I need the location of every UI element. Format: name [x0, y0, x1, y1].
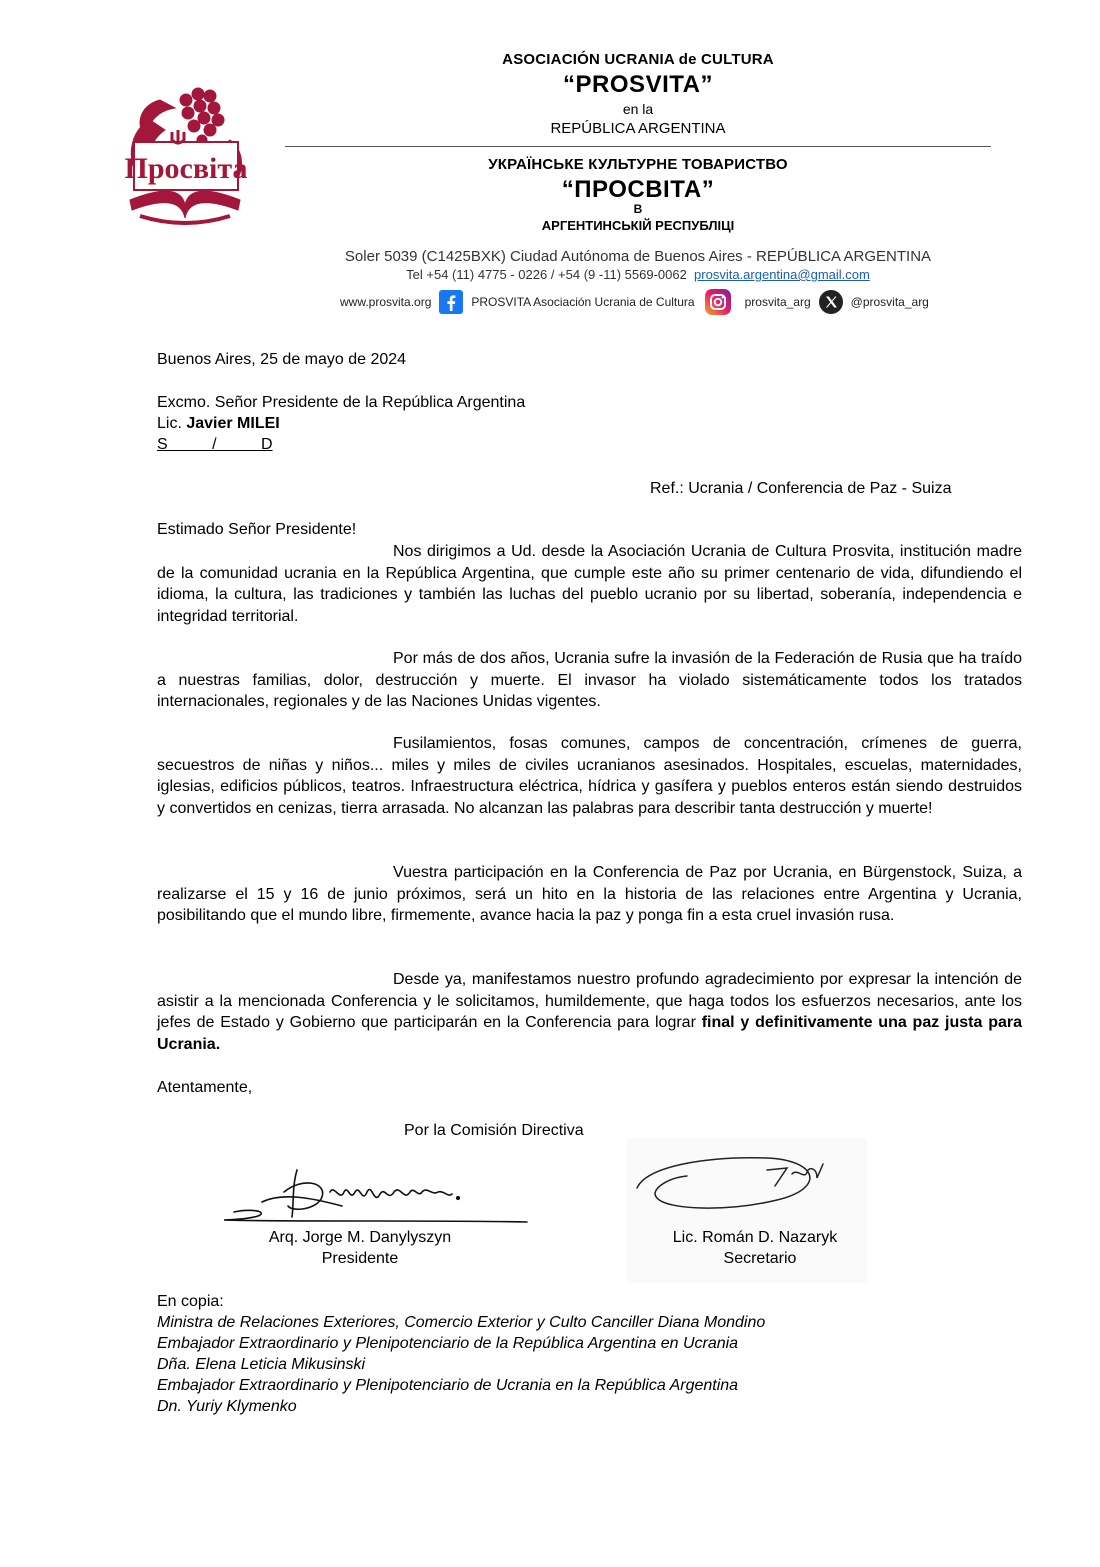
header-divider	[285, 146, 991, 147]
recipient-prefix: Lic.	[157, 415, 187, 432]
header-ua-line1: УКРАЇНСЬКЕ КУЛЬТУРНЕ ТОВАРИСТВО	[488, 156, 788, 173]
header-tel: Tel +54 (11) 4775 - 0226 / +54 (9 -11) 5569-0062	[406, 267, 687, 282]
header-es-name: “PROSVITA”	[563, 71, 713, 98]
paragraph-1	[157, 541, 1022, 627]
signer-2-role: Secretario	[723, 1250, 797, 1267]
copy-line-3: Dña. Elena Leticia Mikusinski	[157, 1356, 366, 1373]
signer-1-role: Presidente	[321, 1250, 399, 1267]
signer-1-name: Arq. Jorge M. Danylyszyn	[268, 1229, 452, 1246]
header-es-country: REPÚBLICA ARGENTINA	[550, 120, 726, 137]
instagram-link[interactable]: prosvita_arg	[744, 295, 811, 309]
paragraph-4-text: Vuestra participación en la Conferencia de Paz por Ucrania, en Bürgenstock, Suiza, a realizarse el 15 y 16 de junio próximos, será un hito en la historia de las relaciones entre Argentina y Ucrania, posibilitando que el mundo libre, firmemente, avance hacia la paz y ponga fin a esta cruel invasión rusa.	[157, 864, 1022, 924]
paragraph-5	[157, 969, 1022, 1055]
recipient-name	[157, 413, 280, 435]
paragraph-3-text: Fusilamientos, fosas comunes, campos de concentración, crímenes de guerra, secuestros de niñas y niños... miles y miles de civiles ucranianos asesinados. Hospitales, escuelas, maternidades, iglesias, edificios públicos, teatros. Infraestructura eléctrica, hídrica y gasífera y pueblos enteros están siendo destruidos y convertidos en cenizas, tierra arrasada. No alcanzan las palabras para describir tanta destrucción y muerte!	[157, 735, 1022, 817]
copy-label: En copia:	[157, 1293, 224, 1310]
facebook-icon[interactable]	[439, 290, 463, 314]
paragraph-5-text: Desde ya, manifestamos nuestro profundo agradecimiento por expresar la intención de asistir a la mencionada Conferencia y le solicitamos, humildemente, que haga todos los esfuerzos necesarios, ante los jefes de Estado y Gobierno que participarán en la Conferencia para lograr	[157, 971, 1022, 1031]
header-ua-v: В	[633, 202, 643, 216]
header-ua-name: “ПРОСВІТА”	[561, 176, 715, 203]
signer-2-name: Lic. Román D. Nazaryk	[672, 1229, 838, 1246]
paragraph-1-text: Nos dirigimos a Ud. desde la Asociación Ucrania de Cultura Prosvita, institución madre de la comunidad ucrania en la República Argentina, que cumple este año su primer centenario de vida, difundiendo el idioma, la cultura, las tradiciones y también las luchas del pueblo ucranio por su libertad, soberanía, independencia e integridad territorial.	[157, 543, 1022, 625]
header-es-line1: ASOCIACIÓN UCRANIA de CULTURA	[502, 51, 774, 68]
copy-line-1: Ministra de Relaciones Exteriores, Comercio Exterior y Culto Canciller Diana Mondino	[157, 1314, 766, 1331]
copy-line-2: Embajador Extraordinario y Plenipotenciario de la República Argentina en Ucrania	[157, 1335, 739, 1352]
prosvita-emblem-icon	[120, 80, 250, 225]
letter-date: Buenos Aires, 25 de mayo de 2024	[157, 351, 407, 368]
instagram-icon[interactable]	[705, 289, 731, 315]
website-link[interactable]: www.prosvita.org	[340, 295, 432, 309]
salutation: Estimado Señor Presidente!	[157, 521, 357, 538]
copy-line-4: Embajador Extraordinario y Plenipotenciario de Ucrania en la República Argentina	[157, 1377, 739, 1394]
closing: Atentamente,	[157, 1079, 253, 1096]
paragraph-3	[157, 733, 1022, 819]
paragraph-5-bold: final y definitivamente una paz justa para Ucrania.	[157, 1014, 1022, 1053]
sd-line: S / D	[157, 436, 273, 453]
recipient-title: Excmo. Señor Presidente de la República Argentina	[157, 394, 526, 411]
por-la-comision: Por la Comisión Directiva	[404, 1122, 584, 1139]
reference-line: Ref.: Ucrania / Conferencia de Paz - Suiza	[650, 480, 952, 497]
header-ua-country: АРГЕНТИНСЬКІЙ РЕСПУБЛІЦІ	[541, 218, 735, 233]
paragraph-4	[157, 862, 1022, 927]
copy-line-5: Dn. Yuriy Klymenko	[157, 1398, 297, 1415]
header-email-link[interactable]: prosvita.argentina@gmail.com	[694, 267, 870, 282]
svg-text:Просвіта: Просвіта	[124, 152, 248, 185]
header-address: Soler 5039 (C1425BXK) Ciudad Autónoma de Buenos Aires - REPÚBLICA ARGENTINA	[344, 248, 932, 265]
paragraph-2	[157, 648, 1022, 713]
prosvita-logo	[120, 80, 250, 225]
facebook-link[interactable]: PROSVITA Asociación Ucrania de Cultura	[471, 295, 695, 309]
paragraph-2-text: Por más de dos años, Ucrania sufre la invasión de la Federación de Rusia que ha traído a nuestras familias, dolor, destrucción y muerte. El invasor ha violado sistemáticamente todos los tratados internacionales, regionales y de las Naciones Unidas vigentes.	[157, 650, 1022, 710]
x-link[interactable]: @prosvita_arg	[850, 295, 929, 309]
signature-1	[222, 1162, 532, 1237]
recipient-bold-name: Javier MILEI	[186, 415, 280, 432]
social-row	[340, 288, 929, 316]
header-es-en-la: en la	[622, 101, 654, 117]
header-contact	[285, 267, 991, 282]
x-icon[interactable]	[819, 290, 843, 314]
